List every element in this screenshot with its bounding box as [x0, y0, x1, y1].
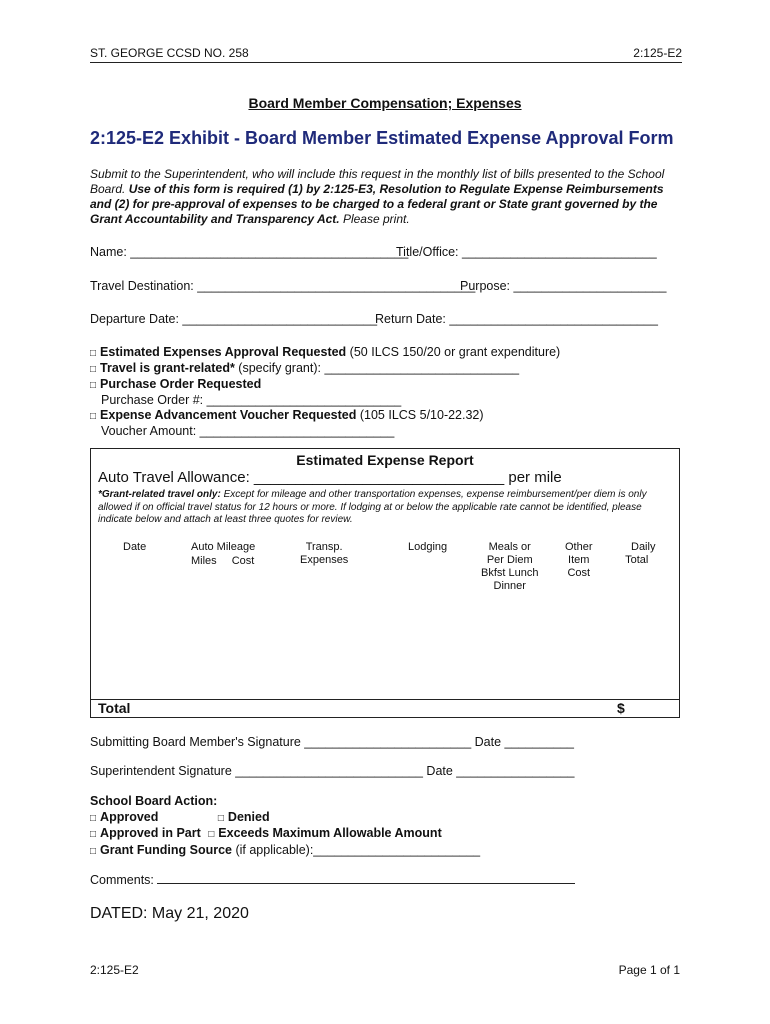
report-title: Estimated Expense Report [296, 452, 474, 468]
checkbox-icon[interactable]: □ [90, 364, 97, 375]
grant-funding-source-option[interactable] [90, 843, 670, 860]
approved-option[interactable] [90, 810, 158, 824]
column-label: Bkfst Lunch [481, 567, 539, 579]
auto-travel-allowance-field[interactable]: Auto Travel Allowance: ______________________________ per mile [98, 469, 562, 486]
mileage-subheaders [191, 555, 255, 568]
column-header-meals [481, 541, 538, 593]
checklist-item-advancement-voucher[interactable] [90, 408, 670, 424]
checkbox-icon[interactable]: □ [90, 812, 97, 824]
column-label: Item [568, 554, 590, 566]
column-label: Date [123, 541, 147, 553]
column-label: Per Diem [486, 554, 533, 566]
board-member-signature-field[interactable]: Submitting Board Member's Signature ________________________ Date __________ [90, 735, 575, 749]
form-title: 2:125-E2 Exhibit - Board Member Estimated Expense Approval Form [90, 128, 674, 148]
action-heading: School Board Action: [90, 794, 218, 808]
page-header [90, 46, 682, 63]
grant-travel-note [98, 489, 668, 527]
column-label: Cost [567, 567, 591, 579]
checkbox-icon[interactable]: □ [90, 411, 97, 422]
column-label: Meals or [488, 541, 531, 553]
column-label: Other [565, 541, 593, 553]
checkbox-icon[interactable]: □ [90, 845, 97, 857]
checkbox-icon[interactable]: □ [208, 829, 215, 840]
column-header-lodging [408, 541, 447, 554]
option-label: Denied [227, 809, 270, 824]
section-title: Board Member Compensation; Expenses [248, 95, 522, 111]
total-amount-field[interactable]: $ [617, 700, 625, 716]
column-header-date [123, 541, 146, 554]
grant-funding-field[interactable]: (if applicable):________________________ [232, 842, 481, 857]
approved-in-part-option[interactable] [90, 826, 201, 840]
intro-print-note: Please print. [339, 212, 410, 226]
option-label: Exceeds Maximum Allowable Amount [218, 826, 442, 840]
comments-label: Comments: [90, 873, 158, 887]
column-label: Auto Mileage [191, 541, 256, 553]
option-label: Approved [100, 809, 159, 824]
departure-date-field[interactable]: Departure Date: ____________________________ [90, 312, 378, 326]
total-divider [91, 699, 679, 700]
action-row-1 [90, 810, 670, 827]
column-label-cost: Cost [231, 555, 255, 567]
action-row-2 [90, 826, 670, 843]
intro-requirement: Use of this form is required (1) by 2:125-E3, Resolution to Regulate Expense Reimbursements and (2) for pre-approval of expenses to be charged to a federal grant or State grant governed by the Grant Accountability and Transparency Act. [90, 182, 664, 226]
dated-line: DATED: May 21, 2020 [90, 905, 249, 922]
column-header-transp [300, 541, 348, 567]
title-office-field[interactable]: Title/Office: ____________________________ [396, 245, 657, 259]
school-board-action [90, 794, 670, 859]
comments-field[interactable] [157, 872, 575, 884]
checklist-item-purchase-order[interactable] [90, 377, 670, 393]
comments-row [90, 872, 575, 887]
note-label: *Grant-related travel only: [98, 489, 221, 500]
checklist-item-grant-related[interactable] [90, 361, 670, 377]
item-detail: (specify grant): ____________________________ [234, 361, 520, 375]
column-label-miles: Miles [191, 555, 217, 567]
return-date-field[interactable]: Return Date: ______________________________ [375, 312, 658, 326]
column-header-daily-total [618, 541, 655, 567]
option-label: Grant Funding Source [100, 842, 232, 857]
item-label: Travel is grant-related* [100, 361, 235, 375]
purpose-field[interactable]: Purpose: ______________________ [460, 279, 667, 293]
purchase-order-number-field[interactable]: Purchase Order #: ____________________________ [101, 393, 402, 407]
checklist-item-approval[interactable] [90, 345, 670, 361]
checkbox-icon[interactable]: □ [90, 380, 97, 391]
denied-option[interactable] [218, 810, 270, 824]
exceeds-maximum-option[interactable] [208, 826, 441, 840]
item-label: Purchase Order Requested [100, 377, 262, 391]
footer-code: 2:125-E2 [90, 963, 139, 977]
voucher-amount-field[interactable]: Voucher Amount: ____________________________ [101, 424, 395, 438]
column-label: Expenses [300, 554, 349, 566]
option-label: Approved in Part [100, 826, 201, 840]
column-header-other [565, 541, 593, 580]
district-name: ST. GEORGE CCSD NO. 258 [90, 46, 249, 60]
total-label: Total [98, 700, 131, 716]
item-label: Estimated Expenses Approval Requested [100, 345, 347, 359]
item-label: Expense Advancement Voucher Requested [100, 408, 357, 422]
request-checklist [90, 345, 670, 439]
page-number: Page 1 of 1 [618, 963, 680, 977]
header-code: 2:125-E2 [633, 46, 682, 60]
column-label: Daily [631, 541, 656, 553]
intro-text: Submit to the Superintendent, who will include this request in the monthly list of bills presented to the School Board. [90, 167, 665, 196]
travel-destination-field[interactable]: Travel Destination: ________________________________________ [90, 279, 476, 293]
column-label: Dinner [493, 580, 526, 592]
item-detail: (105 ILCS 5/10-22.32) [356, 408, 484, 422]
checkbox-icon[interactable]: □ [217, 812, 224, 824]
checkbox-icon[interactable]: □ [90, 348, 97, 359]
expense-report-box [90, 448, 680, 718]
column-label: Lodging [408, 541, 448, 553]
column-label: Total [625, 554, 649, 566]
column-label: Transp. [305, 541, 343, 553]
note-text: Except for mileage and other transportation expenses, expense reimbursement/per diem is only allowed if on official travel status for 12 hours or more. If lodging at or below the applicable rate cannot be identified, please indicate below and attach at least three quotes for review. [98, 489, 647, 525]
item-detail: (50 ILCS 150/20 or grant expenditure) [346, 345, 561, 359]
superintendent-signature-field[interactable]: Superintendent Signature ___________________________ Date _________________ [90, 764, 575, 778]
intro-paragraph [90, 167, 680, 227]
checkbox-icon[interactable]: □ [90, 829, 97, 840]
name-field[interactable]: Name: ________________________________________ [90, 245, 409, 259]
column-header-auto-mileage [191, 541, 255, 568]
